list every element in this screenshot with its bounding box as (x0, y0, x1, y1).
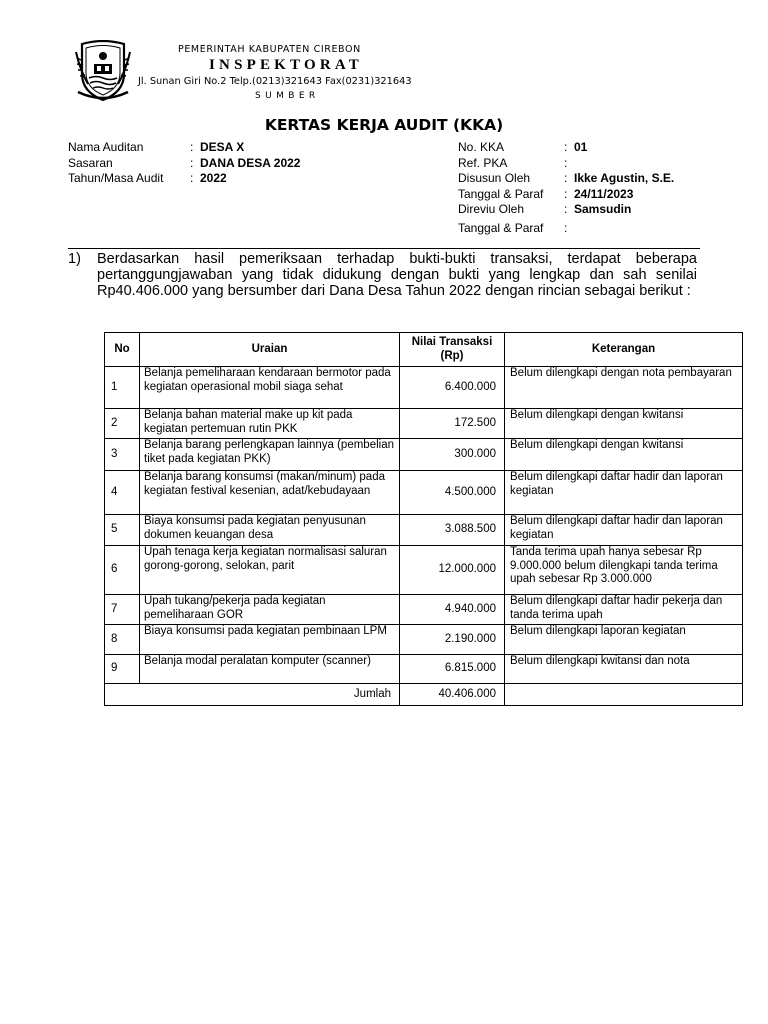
row-nilai: 12.000.000 (400, 546, 505, 595)
row-keterangan: Belum dilengkapi dengan kwitansi (505, 439, 743, 471)
row-no: 1 (105, 367, 140, 409)
meta-colon: : (564, 155, 568, 170)
table-row (105, 625, 743, 655)
meta-colon: : (190, 155, 194, 170)
government-name: PEMERINTAH KABUPATEN CIREBON (178, 44, 361, 55)
row-uraian: Belanja modal peralatan komputer (scanner) (140, 655, 400, 684)
row-no: 8 (105, 625, 140, 655)
meta-colon: : (190, 171, 194, 185)
table-row (105, 409, 743, 439)
row-uraian: Biaya konsumsi pada kegiatan pembinaan LPM (140, 625, 400, 655)
meta-label: Sasaran (68, 155, 113, 170)
row-nilai: 4.500.000 (400, 471, 505, 515)
document-title: KERTAS KERJA AUDIT (KKA) (264, 116, 504, 134)
cirebon-coat-of-arms-logo (74, 40, 132, 102)
meta-label: Tanggal & Paraf (458, 186, 544, 201)
row-no: 5 (105, 515, 140, 546)
meta-label: Nama Auditan (68, 140, 144, 154)
meta-label: Tanggal & Paraf (458, 221, 544, 235)
agency-city: SUMBER (255, 91, 320, 101)
row-uraian: Belanja barang perlengkapan lainnya (pembelian tiket pada kegiatan PKK) (140, 439, 400, 471)
meta-label: Disusun Oleh (458, 171, 531, 185)
total-keterangan-empty (505, 684, 743, 706)
row-nilai: 172.500 (400, 409, 505, 439)
meta-colon: : (564, 140, 568, 154)
row-uraian: Upah tukang/pekerja pada kegiatan pemeliharaan GOR (140, 595, 400, 625)
meta-value: 01 (574, 140, 588, 154)
meta-colon: : (190, 140, 194, 154)
row-nilai: 6.400.000 (400, 367, 505, 409)
finding-number: 1) (68, 251, 81, 267)
agency-name: INSPEKTORAT (209, 57, 364, 73)
row-nilai: 6.815.000 (400, 655, 505, 684)
row-keterangan: Belum dilengkapi daftar hadir dan laporan kegiatan (505, 471, 743, 515)
row-keterangan: Belum dilengkapi dengan nota pembayaran (505, 367, 743, 409)
meta-label: No. KKA (458, 140, 505, 154)
meta-value: Samsudin (574, 202, 632, 216)
row-nilai: 2.190.000 (400, 625, 505, 655)
total-value: 40.406.000 (400, 684, 505, 706)
header-no: No (105, 333, 140, 367)
header-divider (68, 248, 700, 249)
row-uraian: Belanja pemeliharaan kendaraan bermotor pada kegiatan operasional mobil siaga sehat (140, 367, 400, 409)
finding-paragraph: Berdasarkan hasil pemeriksaan terhadap bukti-bukti transaksi, terdapat beberapa pertanggungjawaban yang tidak didukung dengan bukti yang lengkap dan sah senilai Rp40.406.000 yang bersumber dari Dana Desa Tahun 2022 dengan rincian sebagai berikut : (97, 251, 697, 299)
meta-label: Ref. PKA (458, 155, 508, 170)
meta-value: 2022 (200, 171, 227, 185)
meta-value: DESA X (200, 140, 245, 154)
total-label: Jumlah (105, 684, 400, 706)
header-nilai: Nilai Transaksi (Rp) (400, 333, 505, 367)
table-row (105, 546, 743, 595)
header-keterangan: Keterangan (505, 333, 743, 367)
meta-colon: : (564, 171, 568, 185)
row-keterangan: Belum dilengkapi laporan kegiatan (505, 625, 743, 655)
row-nilai: 300.000 (400, 439, 505, 471)
meta-colon: : (564, 186, 568, 201)
meta-colon: : (564, 202, 568, 216)
row-nilai: 3.088.500 (400, 515, 505, 546)
table-row (105, 471, 743, 515)
table-row (105, 367, 743, 409)
row-keterangan: Tanda terima upah hanya sebesar Rp 9.000.000 belum dilengkapi tanda terima upah sebesar Rp 3.000.000 (505, 546, 743, 595)
meta-label: Tahun/Masa Audit (68, 171, 164, 185)
meta-value: 24/11/2023 (574, 186, 634, 201)
meta-value: DANA DESA 2022 (200, 155, 301, 170)
table-row (105, 595, 743, 625)
table-total-row (105, 684, 743, 706)
row-no: 7 (105, 595, 140, 625)
row-uraian: Belanja bahan material make up kit pada kegiatan pertemuan rutin PKK (140, 409, 400, 439)
header-uraian: Uraian (140, 333, 400, 367)
row-uraian: Upah tenaga kerja kegiatan normalisasi saluran gorong-gorong, selokan, parit (140, 546, 400, 595)
meta-value: Ikke Agustin, S.E. (574, 171, 675, 185)
row-no: 2 (105, 409, 140, 439)
row-no: 6 (105, 546, 140, 595)
row-keterangan: Belum dilengkapi daftar hadir pekerja dan tanda terima upah (505, 595, 743, 625)
finding-text (81, 251, 697, 299)
row-no: 9 (105, 655, 140, 684)
table-header-row (105, 333, 743, 367)
table-row (105, 655, 743, 684)
table-row (105, 515, 743, 546)
table-row (105, 439, 743, 471)
row-keterangan: Belum dilengkapi dengan kwitansi (505, 409, 743, 439)
row-uraian: Biaya konsumsi pada kegiatan penyusunan dokumen keuangan desa (140, 515, 400, 546)
row-no: 3 (105, 439, 140, 471)
agency-address: Jl. Sunan Giri No.2 Telp.(0213)321643 Fax(0231)321643 (138, 76, 412, 87)
meta-colon: : (564, 221, 568, 235)
row-nilai: 4.940.000 (400, 595, 505, 625)
row-uraian: Belanja barang konsumsi (makan/minum) pada kegiatan festival kesenian, adat/kebudayaan (140, 471, 400, 515)
row-keterangan: Belum dilengkapi daftar hadir dan laporan kegiatan (505, 515, 743, 546)
meta-label: Direviu Oleh (458, 202, 525, 216)
row-keterangan: Belum dilengkapi kwitansi dan nota (505, 655, 743, 684)
transaction-table (104, 332, 743, 706)
row-no: 4 (105, 471, 140, 515)
